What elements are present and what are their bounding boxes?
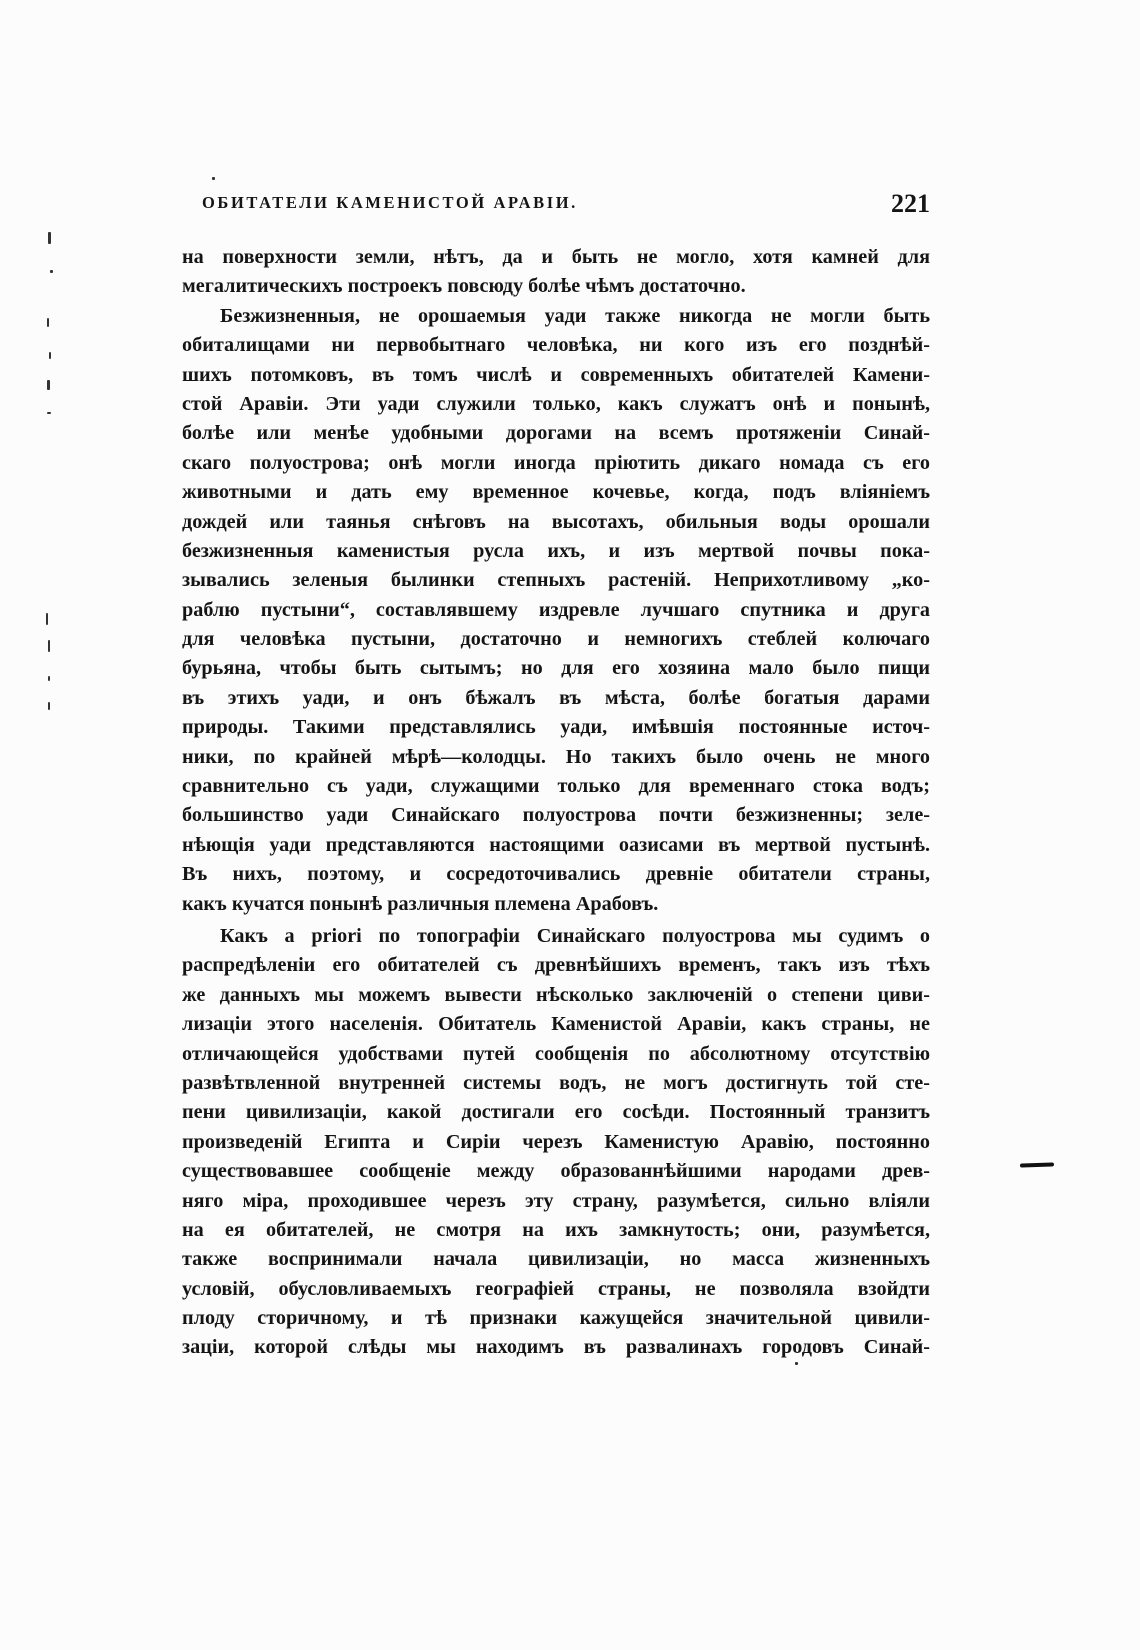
margin-mark [47, 380, 50, 390]
text-line: на ея обитателей, не смотря на ихъ замкнутость; они, разумѣется, [182, 1218, 930, 1241]
body-text [182, 243, 930, 1363]
text-line: большинство уади Синайскаго полуострова почти безжизненны; зеле- [182, 804, 930, 827]
margin-mark [48, 640, 50, 652]
text-line: природы. Такими представлялись уади, имѣвшія постоянные источ- [182, 716, 930, 739]
margin-mark [49, 352, 51, 359]
text-line: нѣющія уади представляются настоящими оазисами въ мертвой пустынѣ. [182, 833, 930, 856]
text-line: также воспринимали начала цивилизаціи, но масса жизненныхъ [182, 1248, 930, 1271]
text-line: на поверхности земли, нѣтъ, да и быть не могло, хотя камней для [182, 246, 930, 268]
margin-mark [48, 702, 50, 710]
text-line: дождей или таянья снѣговъ на высотахъ, обильныя воды орошали [182, 510, 930, 533]
text-line: развѣтвленной внутренней системы водъ, не могъ достигнуть той сте- [182, 1071, 930, 1094]
text-line: распредѣленіи его обитателей съ древнѣйшихъ временъ, такъ изъ тѣхъ [182, 954, 930, 977]
text-line: же данныхъ мы можемъ вывести нѣсколько заключеній о степени циви- [182, 983, 930, 1006]
text-line: обиталищами ни первобытнаго человѣка, ни кого изъ его позднѣй- [182, 334, 930, 357]
text-line: животными и дать ему временное кочевье, когда, подъ вліяніемъ [182, 481, 930, 504]
text-line: раблю пустыни“, составлявшему издревле лучшаго спутника и друга [182, 598, 930, 621]
margin-mark [47, 318, 49, 327]
text-line: сравнительно съ уади, служащими только для временнаго стока водъ; [182, 775, 930, 798]
text-line: пени цивилизаціи, какой достигали его сосѣди. Постоянный транзитъ [182, 1101, 930, 1124]
text-line: плоду сторичному, и тѣ признаки кажущейся значительной цивили- [182, 1307, 930, 1330]
text-line: болѣе или менѣе удобными дорогами на всемъ протяженіи Синай- [182, 422, 930, 445]
text-line: бурьяна, чтобы быть сытымъ; но для его хозяина мало было пищи [182, 657, 930, 680]
text-line: для человѣка пустыни, достаточно и немногихъ стеблей колючаго [182, 628, 930, 651]
margin-dash-mark [1020, 1162, 1054, 1167]
running-title: ОБИТАТЕЛИ КАМЕНИСТОЙ АРАВІИ. [202, 193, 578, 212]
text-line: отличающейся удобствами путей сообщенія по абсолютному отсутствію [182, 1042, 930, 1065]
text-line: шихъ потомковъ, въ томъ числѣ и современныхъ обитателей Камени- [182, 363, 930, 386]
text-line: скаго полуострова; онѣ могли иногда пріютить дикаго номада съ его [182, 451, 930, 474]
running-head [170, 189, 930, 223]
text-line: стой Аравіи. Эти уади служили только, какъ служатъ онѣ и понынѣ, [182, 392, 930, 415]
text-line: какъ кучатся понынѣ различныя племена Арабовъ. [182, 892, 659, 915]
text-line: ники, по крайней мѣрѣ—колодцы. Но такихъ было очень не много [182, 745, 930, 768]
margin-mark [212, 177, 215, 180]
text-line: мегалитическихъ построекъ повсюду болѣе чѣмъ достаточно. [182, 275, 746, 298]
text-line: безжизненныя каменистыя русла ихъ, и изъ мертвой почвы пока- [182, 539, 930, 562]
text-line: лизаціи этого населенія. Обитатель Каменистой Аравіи, какъ страны, не [182, 1013, 930, 1036]
page-number: 221 [891, 189, 930, 218]
text-line: въ этихъ уади, и онъ бѣжалъ въ мѣста, болѣе богатыя дарами [182, 686, 930, 709]
text-line: Безжизненныя, не орошаемыя уади также никогда не могли быть [220, 304, 930, 327]
text-line: зывались зеленыя былинки степныхъ растеній. Неприхотливому „ко- [182, 569, 930, 592]
text-line: Какъ a priori по топографіи Синайскаго полуострова мы судимъ о [220, 924, 930, 947]
margin-mark [47, 412, 51, 414]
margin-mark [48, 676, 50, 681]
margin-mark [48, 232, 51, 244]
margin-mark [46, 613, 48, 625]
text-line: существовавшее сообщеніе между образованнѣйшими народами древ- [182, 1160, 930, 1183]
text-line: условій, обусловливаемыхъ географіей страны, не позволяла взойдти [182, 1277, 930, 1300]
text-line: заціи, которой слѣды мы находимъ въ развалинахъ городовъ Синай- [182, 1336, 930, 1359]
text-line: Въ нихъ, поэтому, и сосредоточивались древніе обитатели страны, [182, 863, 930, 886]
margin-mark [50, 270, 53, 273]
text-line: произведеній Египта и Сиріи черезъ Каменистую Аравію, постоянно [182, 1130, 930, 1153]
text-line: няго міра, проходившее черезъ эту страну, разумѣется, сильно вліяли [182, 1189, 930, 1212]
